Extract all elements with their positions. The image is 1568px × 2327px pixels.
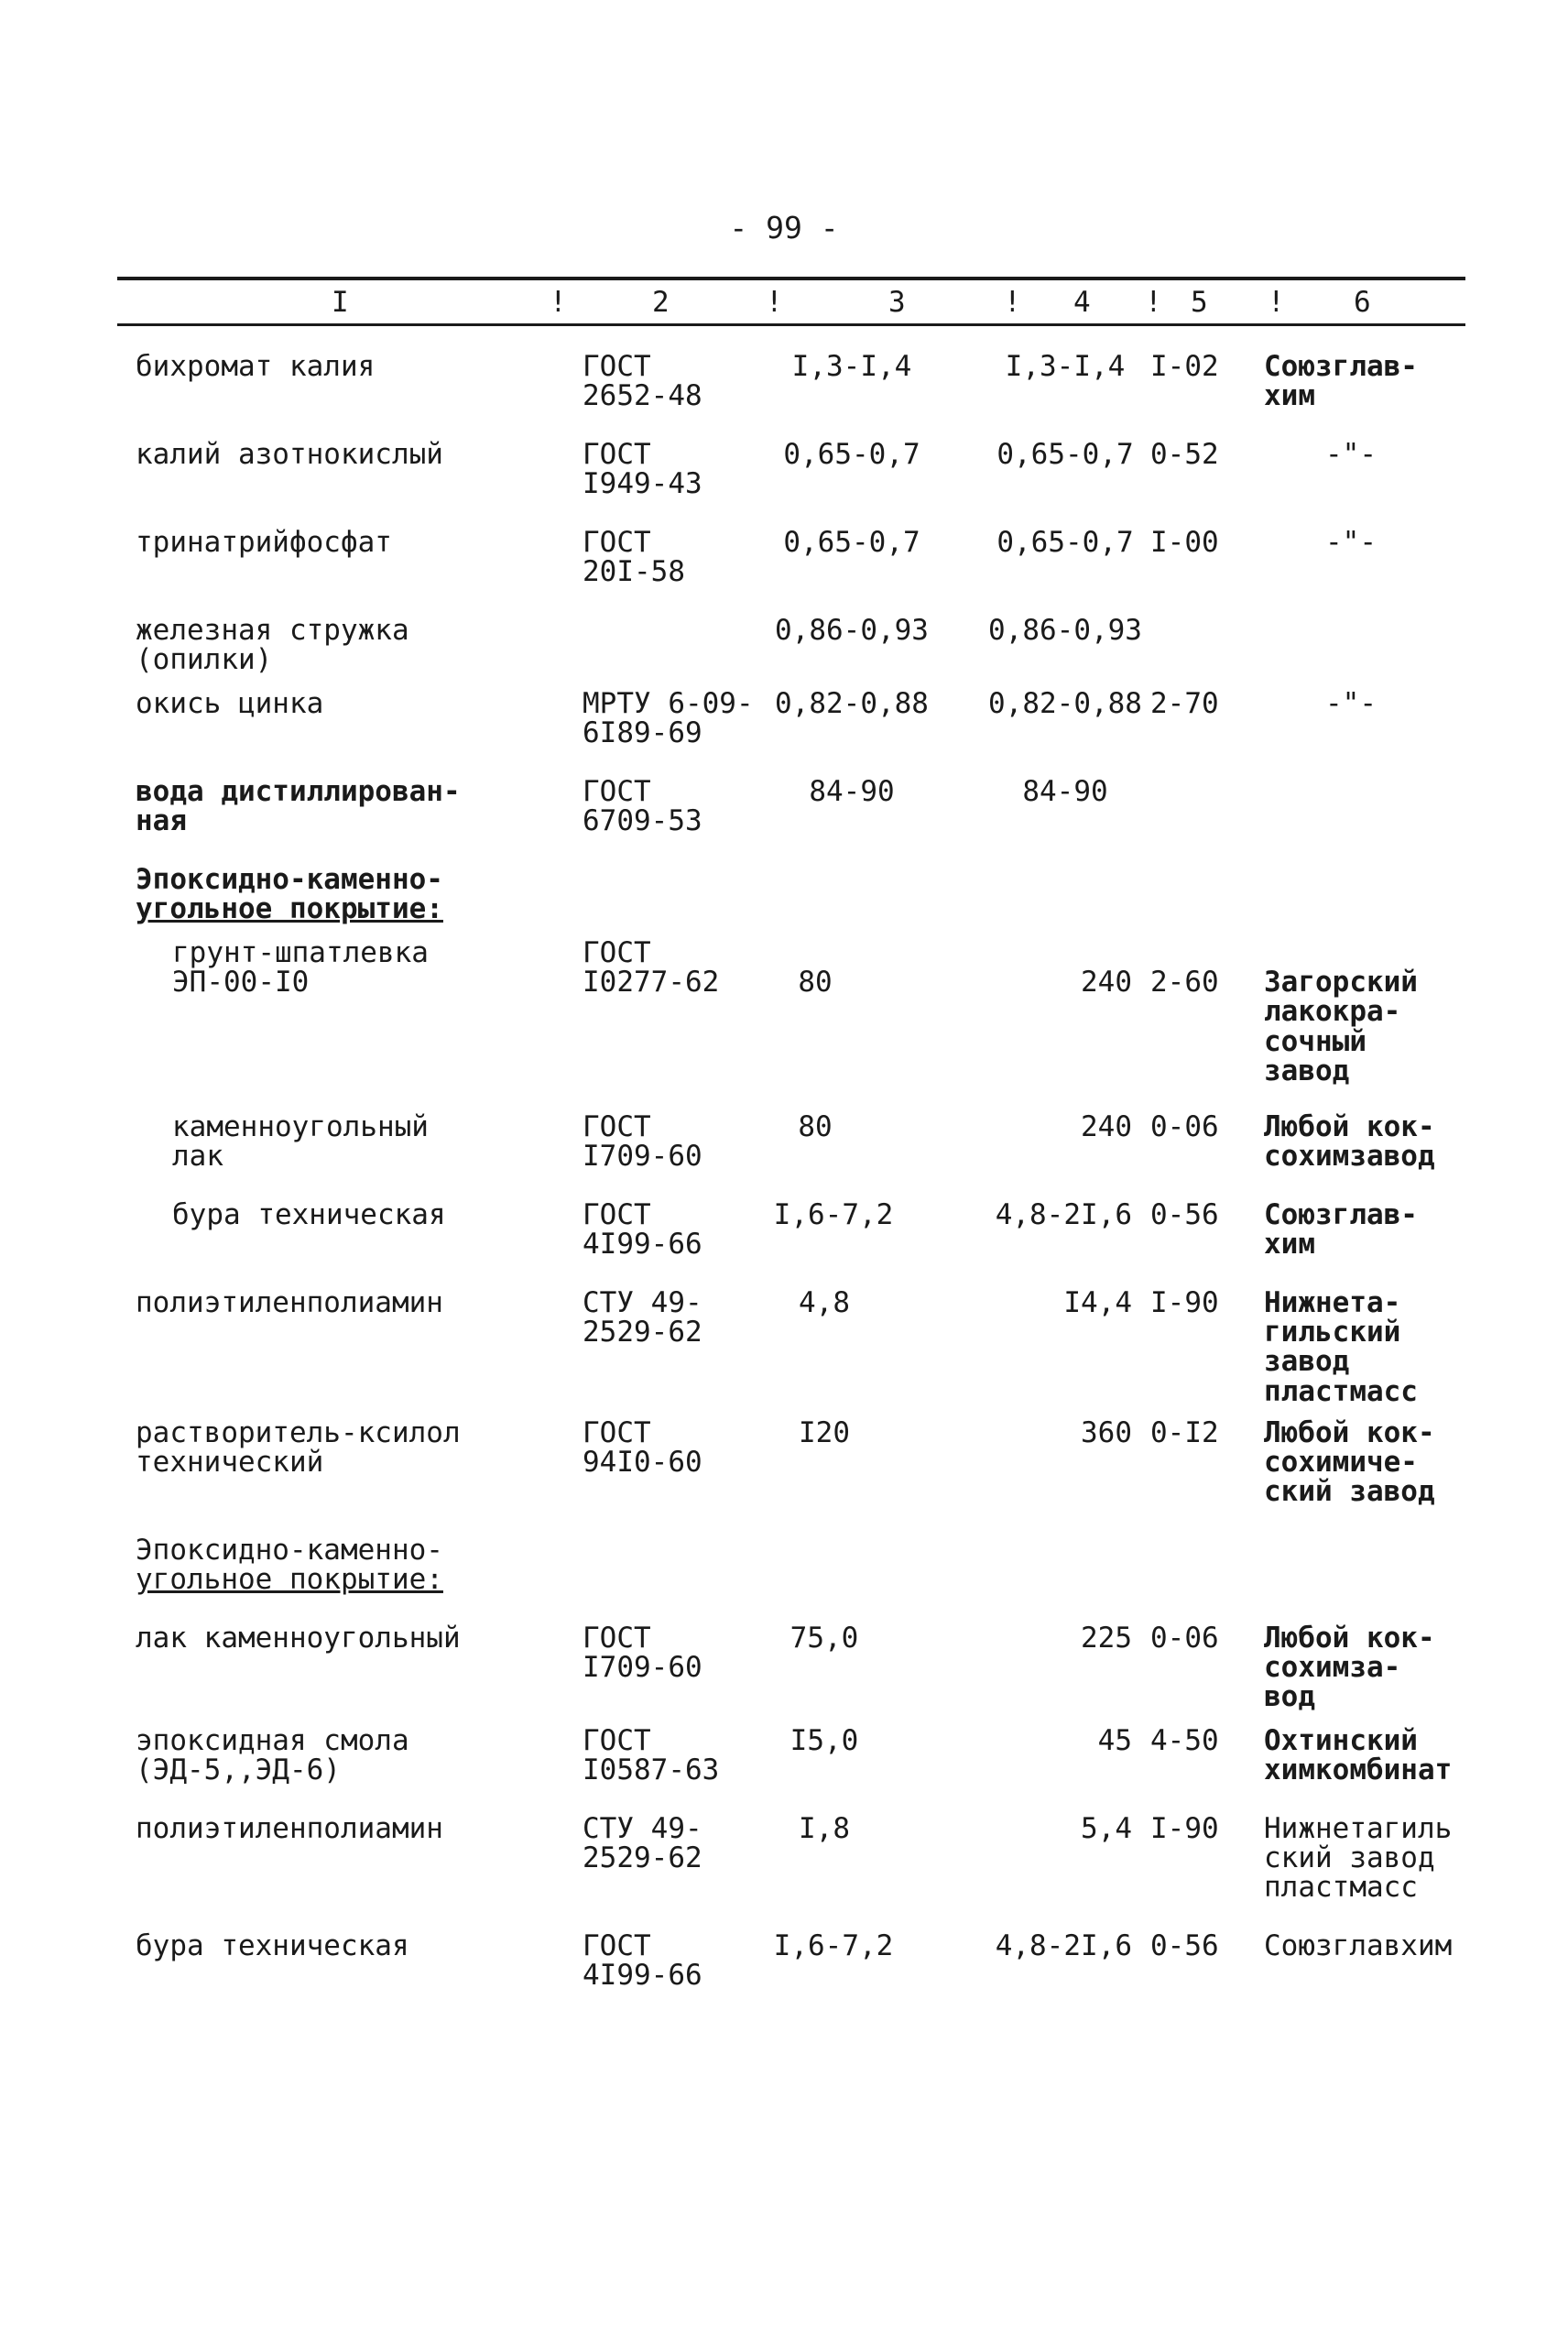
- material-name: тринатрийфосфат: [136, 526, 392, 559]
- header-separator: !: [766, 286, 783, 319]
- col3-value: I,8: [799, 1812, 850, 1845]
- table-row: [0, 1726, 1568, 1814]
- supplier: Нижнета- гильский завод пластмасс: [1264, 1286, 1418, 1408]
- header-col-5: 5: [1191, 286, 1208, 319]
- standard-ref: ГОСТ I709-60: [583, 1110, 702, 1174]
- material-name: каменноугольный лак: [172, 1110, 429, 1174]
- table-row: [0, 440, 1568, 528]
- table-row: [0, 616, 1568, 689]
- col3-value: 84-90: [809, 775, 895, 808]
- standard-ref: ГОСТ I0277-62: [583, 936, 720, 1000]
- standard-ref: ГОСТ 2652-48: [583, 350, 702, 413]
- material-name: растворитель-ксилол технический: [136, 1416, 461, 1480]
- supplier: Загорский лакокра- сочный завод: [1264, 966, 1418, 1087]
- price-value: I-90: [1150, 1812, 1219, 1845]
- col3-value: 0,86-0,93: [775, 614, 929, 647]
- standard-ref: ГОСТ 4I99-66: [583, 1198, 702, 1262]
- price-value: I-90: [1150, 1286, 1219, 1319]
- standard-ref: ГОСТ 20I-58: [583, 526, 685, 589]
- table-body: [0, 352, 1568, 2019]
- section-title: Эпоксидно-каменно- угольное покрытие:: [136, 1534, 443, 1597]
- table-row: [0, 1931, 1568, 2019]
- price-value: 0-56: [1150, 1198, 1219, 1231]
- price-value: I-02: [1150, 350, 1219, 383]
- standard-ref: ГОСТ 6709-53: [583, 775, 702, 838]
- col4-value: 0,65-0,7: [996, 526, 1134, 559]
- table-row: [0, 528, 1568, 616]
- table-header: [0, 288, 1568, 321]
- material-name: полиэтиленполиамин: [136, 1286, 443, 1319]
- material-name: железная стружка (опилки): [136, 614, 409, 677]
- col4-value: 0,82-0,88: [988, 687, 1142, 720]
- supplier: Любой кок- сохимзавод: [1264, 1110, 1435, 1174]
- header-separator: !: [550, 286, 567, 319]
- table-row: [0, 1288, 1568, 1418]
- standard-ref: ГОСТ I0587-63: [583, 1724, 720, 1787]
- col4-value: 4,8-2I,6: [995, 1929, 1132, 1962]
- price-value: 0-52: [1150, 438, 1219, 471]
- col4-value: 240: [1081, 966, 1132, 1000]
- standard-ref: МРТУ 6-09- 6I89-69: [583, 687, 754, 750]
- supplier-ditto: -"-: [1325, 687, 1377, 720]
- col4-value: I,3-I,4: [1005, 350, 1126, 383]
- col3-value: 0,65-0,7: [783, 526, 920, 559]
- price-value: 0-06: [1150, 1622, 1219, 1655]
- col3-value: 4,8: [799, 1286, 850, 1319]
- col4-value: I4,4: [1063, 1286, 1132, 1319]
- price-value: I-00: [1150, 526, 1219, 559]
- col3-value: I5,0: [789, 1724, 859, 1757]
- material-name: бура техническая: [136, 1929, 409, 1962]
- section-heading-row: [0, 1535, 1568, 1623]
- table-row: [0, 1814, 1568, 1931]
- supplier: Нижнетагиль ский завод пластмасс: [1264, 1812, 1453, 1905]
- supplier: Любой кок- сохимза- вод: [1264, 1622, 1435, 1714]
- material-name: полиэтиленполиамин: [136, 1812, 443, 1845]
- material-name: окись цинка: [136, 687, 324, 720]
- material-name: бихромат калия: [136, 350, 376, 383]
- price-value: 0-I2: [1150, 1416, 1219, 1449]
- col3-value: 75,0: [789, 1622, 859, 1655]
- material-name: калий азотнокислый: [136, 438, 443, 471]
- col3-value: I,3-I,4: [791, 350, 912, 383]
- price-value: 0-06: [1150, 1110, 1219, 1143]
- table-row: [0, 1623, 1568, 1726]
- standard-ref: СТУ 49- 2529-62: [583, 1286, 702, 1349]
- header-separator: !: [1145, 286, 1162, 319]
- col4-value: 45: [1097, 1724, 1132, 1757]
- table-row: [0, 352, 1568, 440]
- header-col-3: 3: [888, 286, 906, 319]
- header-separator: !: [1268, 286, 1285, 319]
- col3-value: 0,65-0,7: [783, 438, 920, 471]
- table-row: [0, 938, 1568, 1112]
- table-row: [0, 689, 1568, 777]
- col4-value: 84-90: [1022, 775, 1108, 808]
- table-top-rule: [117, 277, 1465, 280]
- col4-value: 240: [1081, 1110, 1132, 1143]
- supplier: Союзглав- хим: [1264, 350, 1418, 413]
- col3-value: 0,82-0,88: [775, 687, 929, 720]
- supplier: Союзглав- хим: [1264, 1198, 1418, 1262]
- price-value: 4-50: [1150, 1724, 1219, 1757]
- col3-value: I,6-7,2: [773, 1198, 894, 1231]
- table-header-rule: [117, 323, 1465, 326]
- page-number: - 99 -: [729, 210, 839, 246]
- table-row: [0, 1418, 1568, 1535]
- header-col-6: 6: [1354, 286, 1371, 319]
- standard-ref: ГОСТ I709-60: [583, 1622, 702, 1685]
- supplier: Любой кок- сохимиче- ский завод: [1264, 1416, 1435, 1509]
- col3-value: I20: [799, 1416, 850, 1449]
- col4-value: 360: [1081, 1416, 1132, 1449]
- col3-value: I,6-7,2: [773, 1929, 894, 1962]
- table-row: [0, 1200, 1568, 1288]
- supplier-ditto: -"-: [1325, 526, 1377, 559]
- supplier: Охтинский химкомбинат: [1264, 1724, 1453, 1787]
- material-name: лак каменноугольный: [136, 1622, 461, 1655]
- col4-value: 225: [1081, 1622, 1132, 1655]
- standard-ref: ГОСТ I949-43: [583, 438, 702, 501]
- standard-ref: ГОСТ 4I99-66: [583, 1929, 702, 1993]
- standard-ref: СТУ 49- 2529-62: [583, 1812, 702, 1875]
- col3-value: 80: [798, 1110, 833, 1143]
- material-name: грунт-шпатлевка ЭП-00-I0: [172, 936, 429, 1000]
- header-separator: !: [1004, 286, 1021, 319]
- material-name: бура техническая: [172, 1198, 446, 1231]
- price-value: 2-70: [1150, 687, 1219, 720]
- header-col-1: I: [332, 286, 349, 319]
- material-name: эпоксидная смола (ЭД-5,,ЭД-6): [136, 1724, 409, 1787]
- price-value: 0-56: [1150, 1929, 1219, 1962]
- col3-value: 80: [798, 966, 833, 1000]
- header-col-2: 2: [652, 286, 670, 319]
- col4-value: 0,86-0,93: [988, 614, 1142, 647]
- header-col-4: 4: [1073, 286, 1091, 319]
- col4-value: 4,8-2I,6: [995, 1198, 1132, 1231]
- material-name: вода дистиллирован- ная: [136, 775, 461, 838]
- supplier-ditto: -"-: [1325, 438, 1377, 471]
- col4-value: 0,65-0,7: [996, 438, 1134, 471]
- section-heading-row: [0, 865, 1568, 938]
- table-row: [0, 1112, 1568, 1200]
- price-value: 2-60: [1150, 966, 1219, 1000]
- table-row: [0, 777, 1568, 865]
- supplier: Союзглавхим: [1264, 1929, 1453, 1962]
- section-title: Эпоксидно-каменно- угольное покрытие:: [136, 863, 443, 926]
- standard-ref: ГОСТ 94I0-60: [583, 1416, 702, 1480]
- col4-value: 5,4: [1081, 1812, 1132, 1845]
